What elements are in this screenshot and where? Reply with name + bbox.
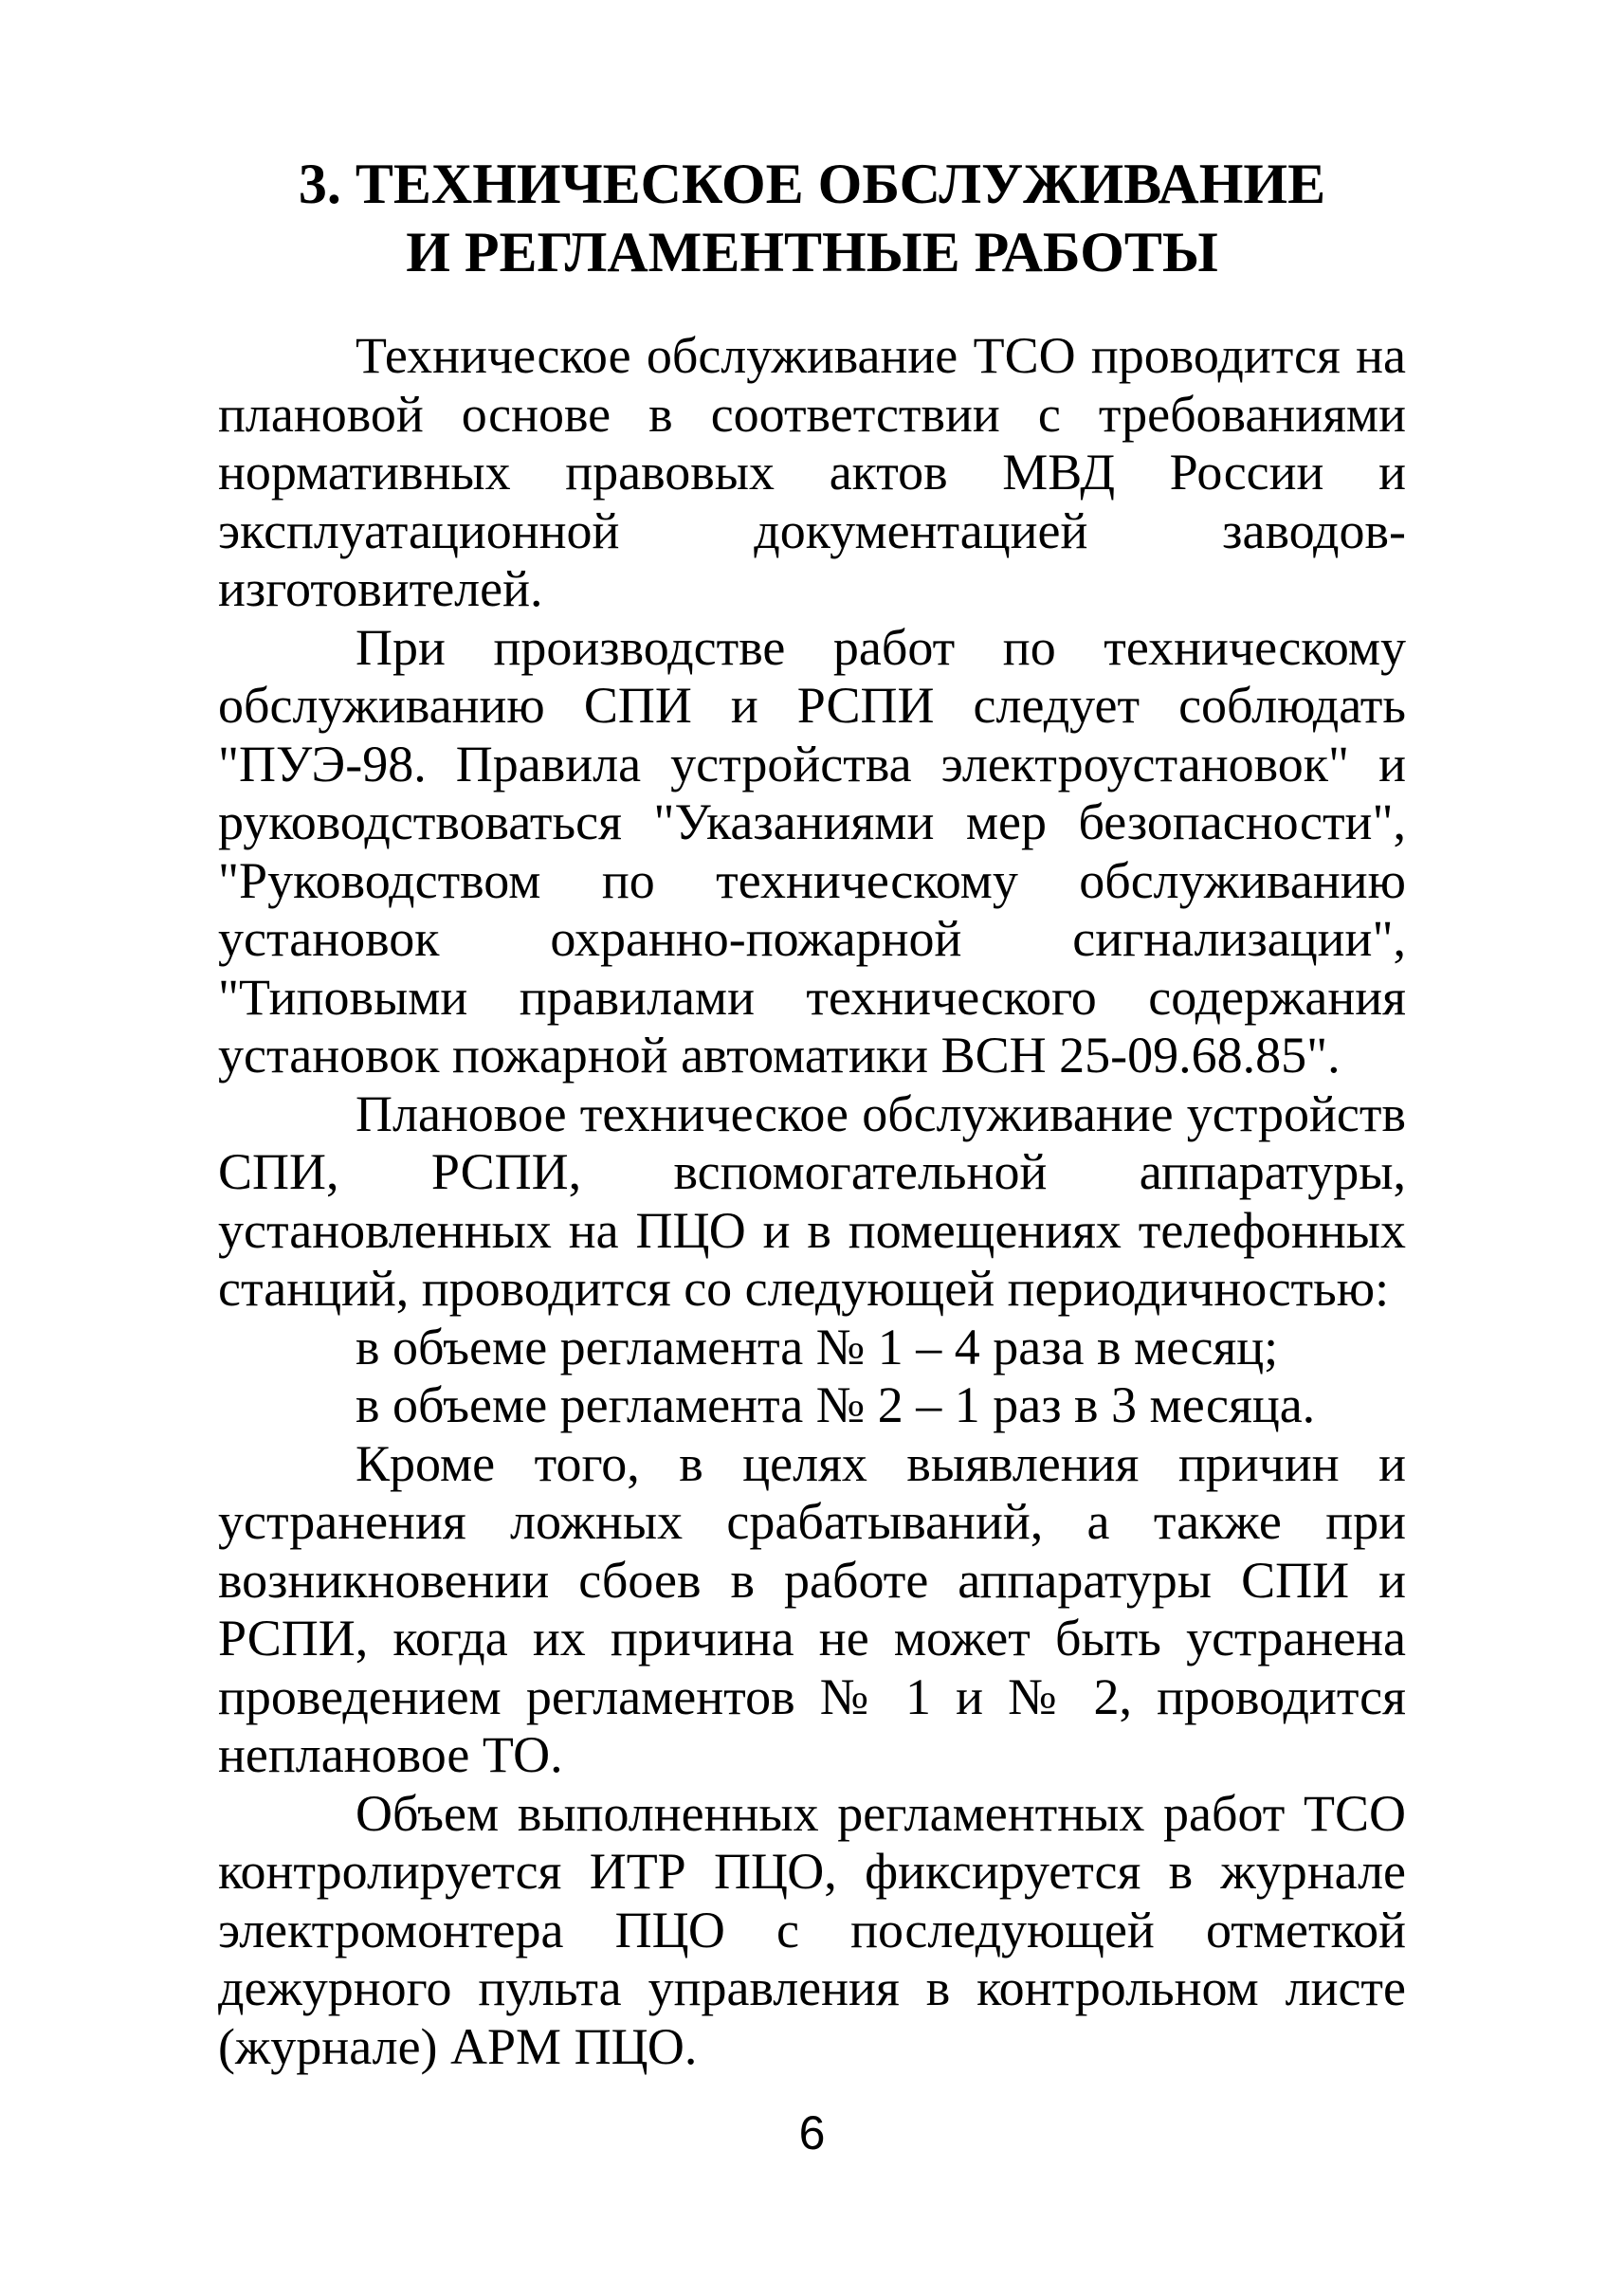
section-heading-line-2: И РЕГЛАМЕНТНЫЕ РАБОТЫ: [406, 221, 1218, 283]
paragraph-work-control: Объем выполненных регламентных работ ТСО контролируется ИТР ПЦО, фиксируется в журнале электромонтера ПЦО с последующей отметкой дежурного пульта управления в контрольном листе (журнале) АРМ ПЦО.: [218, 1784, 1406, 2075]
paragraph-unplanned-maintenance: Кроме того, в целях выявления причин и устранения ложных срабатываний, а также при возникновении сбоев в работе аппаратуры СПИ и РСПИ, когда их причина не может быть устранена проведением регламентов № 1 и № 2, проводится неплановое ТО.: [218, 1434, 1406, 1783]
paragraph-safety-rules: При производстве работ по техническому обслуживанию СПИ и РСПИ следует соблюдать "ПУЭ-98. Правила устройства электроустановок" и руководствоваться "Указаниями мер безопасности", "Руководством по техническому обслуживанию установок охранно-пожарной сигнализации", "Типовыми правилами технического содержания установок пожарной автоматики ВСН 25-09.68.85".: [218, 618, 1406, 1084]
periodicity-item-2: в объеме регламента № 2 – 1 раз в 3 месяца.: [356, 1376, 1316, 1433]
periodicity-item-1: в объеме регламента № 1 – 4 раза в месяц;: [356, 1318, 1279, 1375]
section-heading-line-1: 3. ТЕХНИЧЕСКОЕ ОБСЛУЖИВАНИЕ: [298, 153, 1326, 215]
paragraph-maintenance-basis: Техническое обслуживание ТСО проводится на плановой основе в соответствии с требованиями нормативных правовых актов МВД России и эксплуатационной документацией заводов-изготовителей.: [218, 327, 1406, 617]
body-text: [218, 327, 1406, 2076]
section-heading: [218, 150, 1406, 286]
paragraph-periodicity: Плановое техническое обслуживание устройств СПИ, РСПИ, вспомогательной аппаратуры, установленных на ПЦО и в помещениях телефонных станций, проводится со следующей периодичностью:: [218, 1084, 1406, 1317]
page-number: 6: [798, 2106, 826, 2159]
